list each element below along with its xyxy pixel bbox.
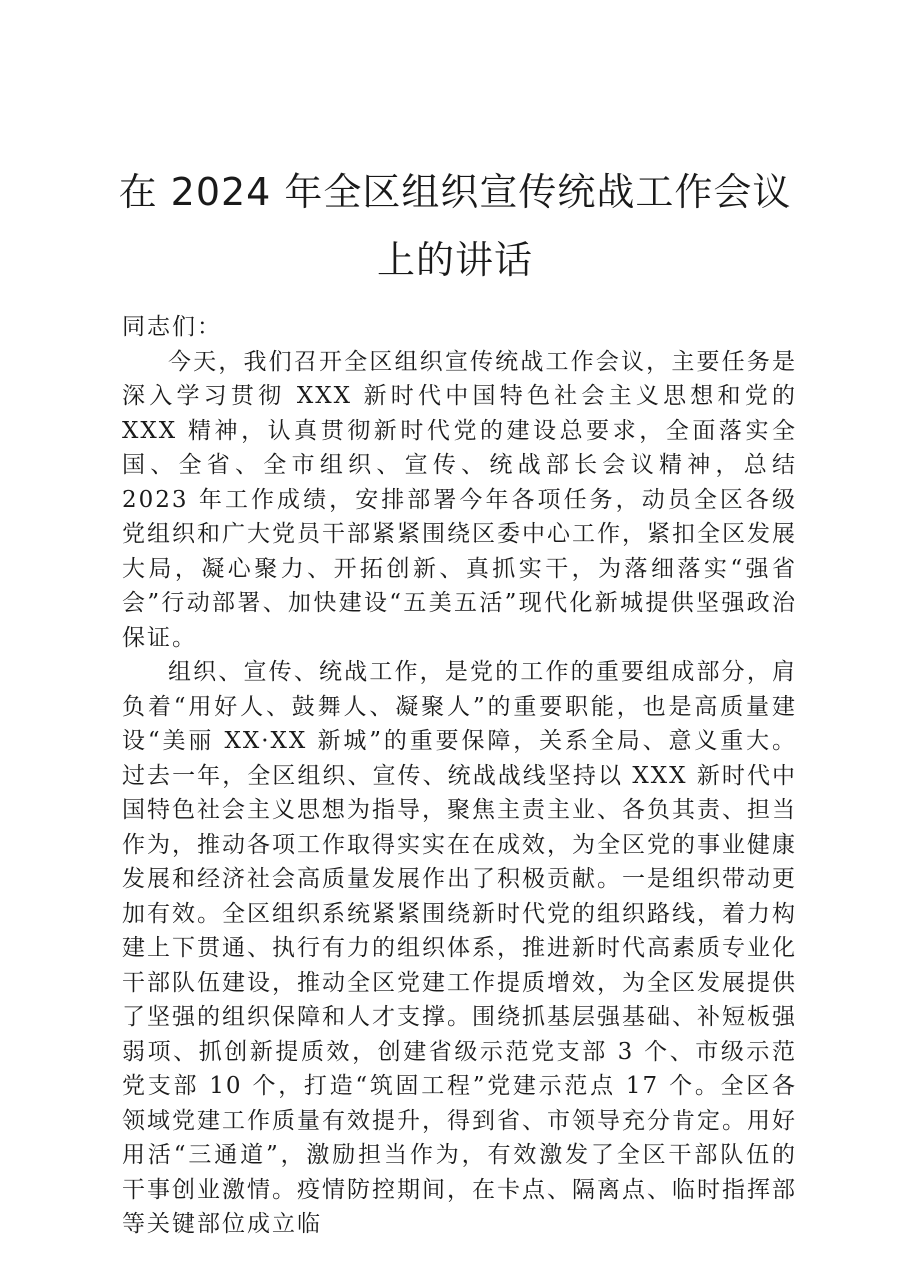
salutation: 同志们： bbox=[122, 314, 222, 340]
paragraph-1: 今天，我们召开全区组织宣传统战工作会议，主要任务是深入学习贯彻 XXX 新时代中国特色社会主义思想和党的 XXX 精神，认真贯彻新时代党的建设总要求，全面落实全国、全省、全市组织、宣传、统战部长会议精神，总结 2023 年工作成绩，安排部署今年各项任务，动员全区各级党组织和广大党员干部紧紧围绕区委中心工作，紧扣全区发展大局，凝心聚力、开拓创新、真抓实干，为落细落实“强省会”行动部署、加快建设“五美五活”现代化新城提供坚强政治保证。 bbox=[122, 348, 797, 651]
document-title: 在 2024 年全区组织宣传统战工作会议上的讲话 bbox=[118, 170, 792, 282]
paragraph-2: 组织、宣传、统战工作，是党的工作的重要组成部分，肩负着“用好人、鼓舞人、凝聚人”的重要职能，也是高质量建设“美丽 XX·XX 新城”的重要保障，关系全局、意义重大。过去一年，全区组织、宣传、统战战线坚持以 XXX 新时代中国特色社会主义思想为指导，聚焦主责主业、各负其责、担当作为，推动各项工作取得实实在在成效，为全区党的事业健康发展和经济社会高质量发展作出了积极贡献。一是组织带动更加有效。全区组织系统紧紧围绕新时代党的组织路线，着力构建上下贯通、执行有力的组织体系，推进新时代高素质专业化干部队伍建设，推动全区党建工作提质增效，为全区发展提供了坚强的组织保障和人才支撑。围绕抓基层强基础、补短板强弱项、抓创新提质效，创建省级示范党支部 3 个、市级示范党支部 10 个，打造“筑固工程”党建示范点 17 个。全区各领域党建工作质量有效提升，得到省、市领导充分肯定。用好用活“三通道”，激励担当作为，有效激发了全区干部队伍的干事创业激情。疫情防控期间，在卡点、隔离点、临时指挥部等关键部位成立临 bbox=[122, 659, 797, 1237]
document-body bbox=[122, 310, 797, 1242]
